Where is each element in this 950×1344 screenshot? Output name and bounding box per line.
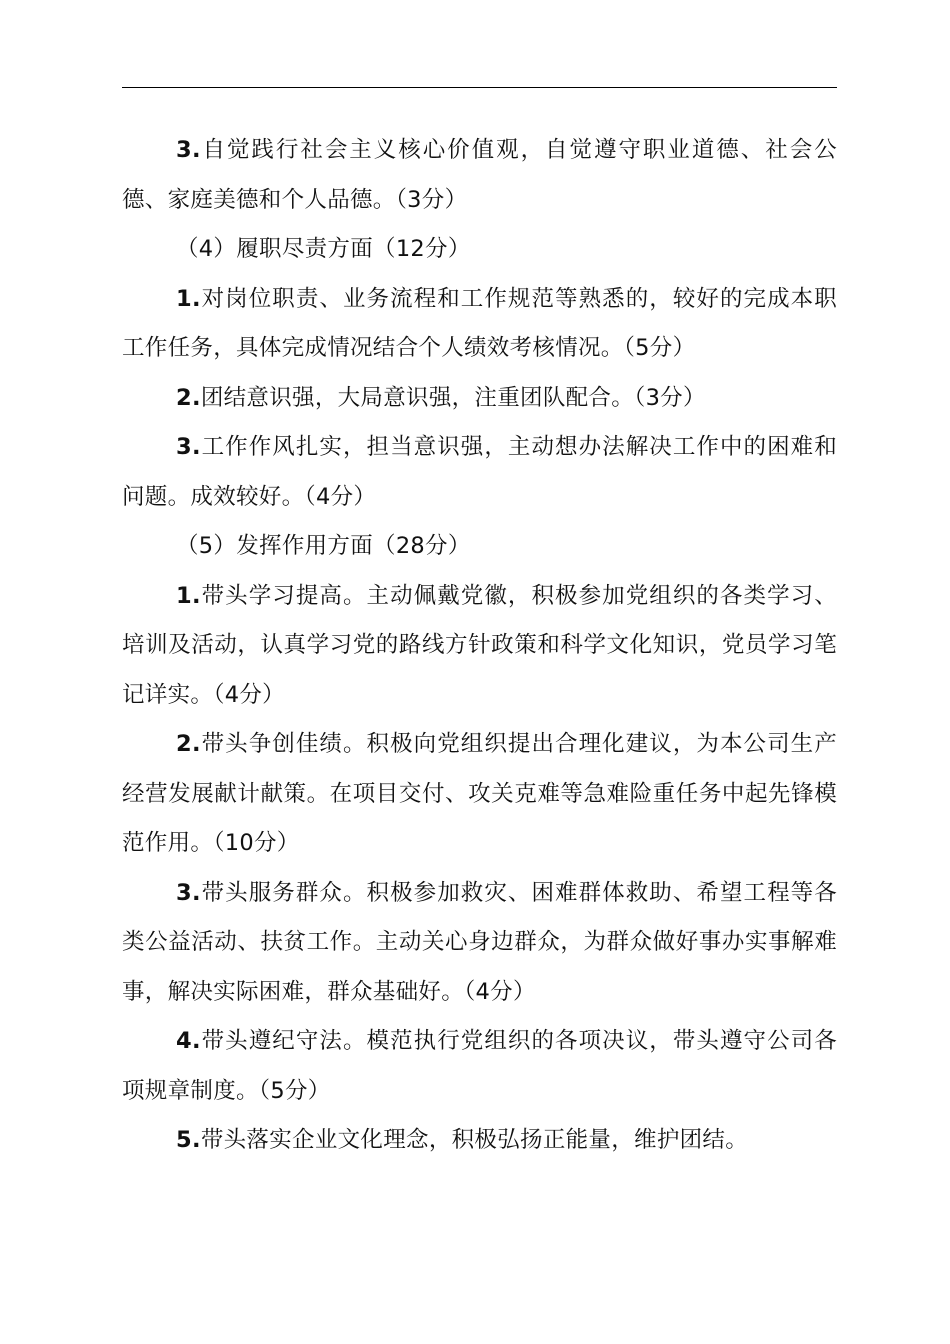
paragraph-10 xyxy=(122,1017,837,1116)
item-number: 2. xyxy=(176,384,201,411)
item-number: 1. xyxy=(176,285,201,312)
paragraph-7 xyxy=(122,572,837,721)
item-number: 3. xyxy=(176,879,201,906)
item-number: 3. xyxy=(176,434,201,460)
paragraph-text: 带头落实企业文化理念，积极弘扬正能量，维护团结。 xyxy=(200,1127,749,1153)
paragraph-5 xyxy=(122,423,837,522)
paragraph-text: 带头服务群众。积极参加救灾、困难群体救助、希望工程等各类公益活动、扶贫工作。主动关心身边群众，为群众做好事办实事解难事，解决实际困难，群众基础好。（4分） xyxy=(122,879,837,1005)
section-heading-text: （5）发挥作用方面（28分） xyxy=(176,533,471,559)
paragraph-text: 自觉践行社会主义核心价值观，自觉遵守职业道德、社会公德、家庭美德和个人品德。（3分） xyxy=(122,137,837,213)
section-heading-text: （4）履职尽责方面（12分） xyxy=(176,236,471,262)
paragraph-11 xyxy=(122,1116,837,1166)
paragraph-text: 带头争创佳绩。积极向党组织提出合理化建议，为本公司生产经营发展献计献策。在项目交付、攻关克难等急难险重任务中起先锋模范作用。（10分） xyxy=(122,731,837,856)
paragraph-text: 带头遵纪守法。模范执行党组织的各项决议，带头遵守公司各项规章制度。（5分） xyxy=(122,1028,837,1104)
paragraph-4 xyxy=(122,374,837,424)
item-number: 2. xyxy=(176,731,201,757)
section-heading-4 xyxy=(122,225,837,275)
paragraph-8 xyxy=(122,720,837,869)
paragraph-text: 团结意识强，大局意识强，注重团队配合。（3分） xyxy=(200,384,706,411)
paragraph-text: 对岗位职责、业务流程和工作规范等熟悉的，较好的完成本职工作任务，具体完成情况结合个人绩效考核情况。（5分） xyxy=(122,285,837,361)
header-rule xyxy=(122,87,837,88)
section-heading-5 xyxy=(122,522,837,572)
paragraph-9 xyxy=(122,869,837,1018)
item-number: 1. xyxy=(176,582,201,609)
paragraph-text: 工作作风扎实，担当意识强，主动想办法解决工作中的困难和问题。成效较好。（4分） xyxy=(122,434,837,510)
item-number: 3. xyxy=(176,137,201,163)
paragraph-3 xyxy=(122,275,837,374)
paragraph-1 xyxy=(122,126,837,225)
item-number: 5. xyxy=(176,1127,201,1153)
item-number: 4. xyxy=(176,1028,201,1054)
document-body xyxy=(122,126,837,1166)
paragraph-text: 带头学习提高。主动佩戴党徽，积极参加党组织的各类学习、培训及活动，认真学习党的路线方针政策和科学文化知识，党员学习笔记详实。（4分） xyxy=(122,582,837,708)
